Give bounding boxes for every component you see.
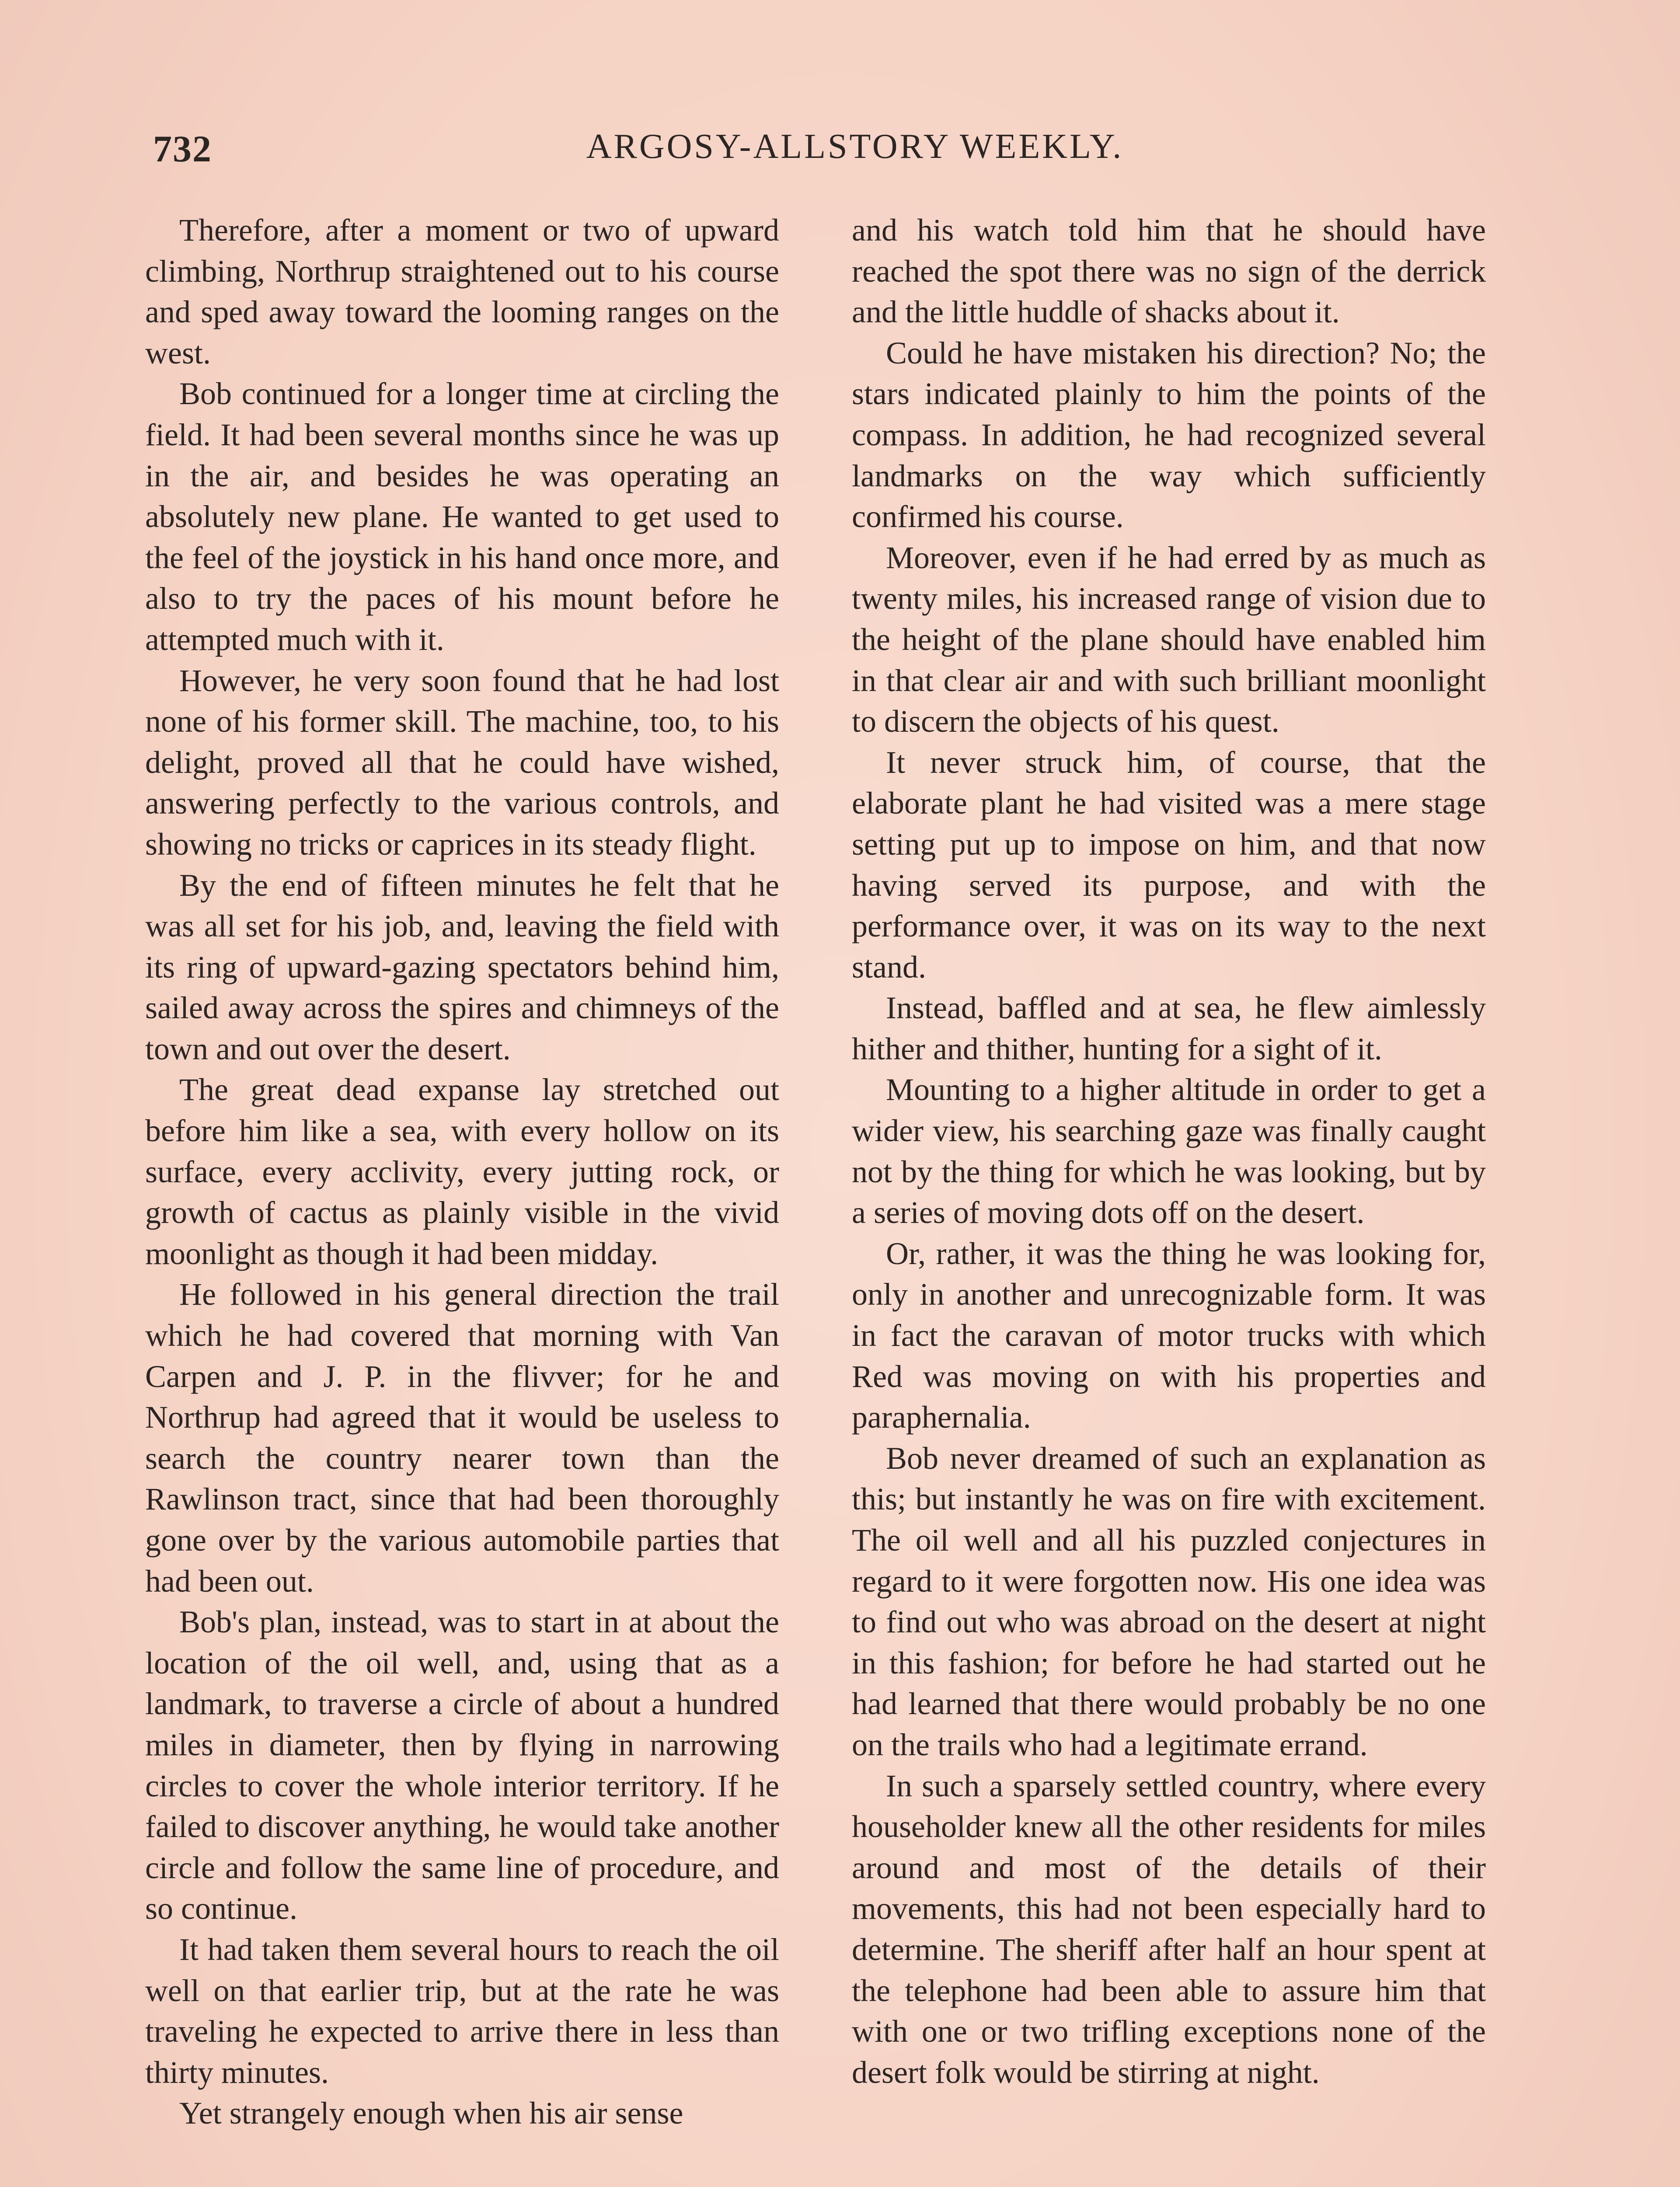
paragraph: He followed in his general direction the trail which he had covered that morning with Van Carpen and J. P. in the flivver; for he and Northrup had agreed that it would be useless to search the country nearer town than the Rawlinson tract, since that had been thoroughly gone over by the various automobile parties that had been out. [145,1277,779,1599]
paragraph: In such a sparsely settled country, where every householder knew all the other residents for miles around and most of the details of their movements, this had not been especially hard to determine. The sheriff after half an hour spent at the telephone had been able to assure him that with one or two trifling exceptions none of the desert folk would be stirring at night. [852,1768,1486,2090]
paragraph: It never struck him, of course, that the elaborate plant he had visited was a mere stage setting put up to impose on him, and that now having served its purpose, and with the performance over, it was on its way to the next stand. [852,744,1486,985]
paragraph: Instead, baffled and at sea, he flew aimlessly hither and thither, hunting for a sight of it. [852,990,1486,1066]
paragraph: Yet strangely enough when his air sense [179,2096,683,2131]
paragraph: Bob continued for a longer time at circling the field. It had been several months since he was up in the air, and besides he was operating an absolutely new plane. He wanted to get used to the feel of the joystick in his hand once more, and also to try the paces of his mount before he attempted much with it. [145,376,779,657]
paragraph: Moreover, even if he had erred by as much as twenty miles, his increased range of vision due to the height of the plane should have enabled him in that clear air and with such brilliant moonlight to discern the objects of his quest. [852,540,1486,739]
paragraph: The great dead expanse lay stretched out before him like a sea, with every hollow on its surface, every acclivity, every jutting rock, or growth of cactus as plainly visible in the vivid moonlight as though it had been midday. [145,1072,779,1271]
paragraph: Bob never dreamed of such an explanation as this; but instantly he was on fire with excitement. The oil well and all his puzzled conjectures in regard to it were forgotten now. His one idea was to find out who was abroad on the desert at night in this fashion; for before he had started out he had learned that there would probably be no one on the trails who had a legitimate errand. [852,1440,1486,1762]
paragraph: It had taken them several hours to reach the oil well on that earlier trip, but at the rate he was traveling he expected to arrive there in less than thirty minutes. [145,1932,779,2090]
paragraph: Therefore, after a moment or two of upward climbing, Northrup straightened out to his course and sped away toward the looming ranges on the west. [145,213,779,370]
paragraph: However, he very soon found that he had lost none of his former skill. The machine, too, to his delight, proved all that he could have wished, answering perfectly to the various controls, and showing no tricks or caprices in its steady flight. [145,663,779,862]
paragraph: Mounting to a higher altitude in order to get a wider view, his searching gaze was finally caught not by the thing for which he was looking, but by a series of moving dots off on the desert. [852,1072,1486,1230]
running-title: ARGOSY-ALLSTORY WEEKLY. [586,127,1124,166]
right-column [852,210,1486,2093]
left-column [145,210,779,2134]
page-header [153,127,1557,188]
paragraph: Could he have mistaken his direction? No; the stars indicated plainly to him the points of the compass. In addition, he had recognized several landmarks on the way which sufficiently confirmed his course. [852,335,1486,535]
page-number: 732 [153,128,212,170]
paragraph: Or, rather, it was the thing he was looking for, only in another and unrecognizable form. It was in fact the caravan of motor trucks with which Red was moving on with his properties and paraphernalia. [852,1236,1486,1435]
paragraph-continued: and his watch told him that he should have reached the spot there was no sign of the derrick and the little huddle of shacks about it. [852,213,1486,330]
paragraph: Bob's plan, instead, was to start in at about the location of the oil well, and, using that as a landmark, to traverse a circle of about a hundred miles in diameter, then by flying in narrowing circles to cover the whole interior territory. If he failed to discover anything, he would take another circle and follow the same line of procedure, and so continue. [145,1604,779,1926]
paragraph: By the end of fifteen minutes he felt that he was all set for his job, and, leaving the field with its ring of upward-gazing spectators behind him, sailed away across the spires and chimneys of the town and out over the desert. [145,867,779,1066]
